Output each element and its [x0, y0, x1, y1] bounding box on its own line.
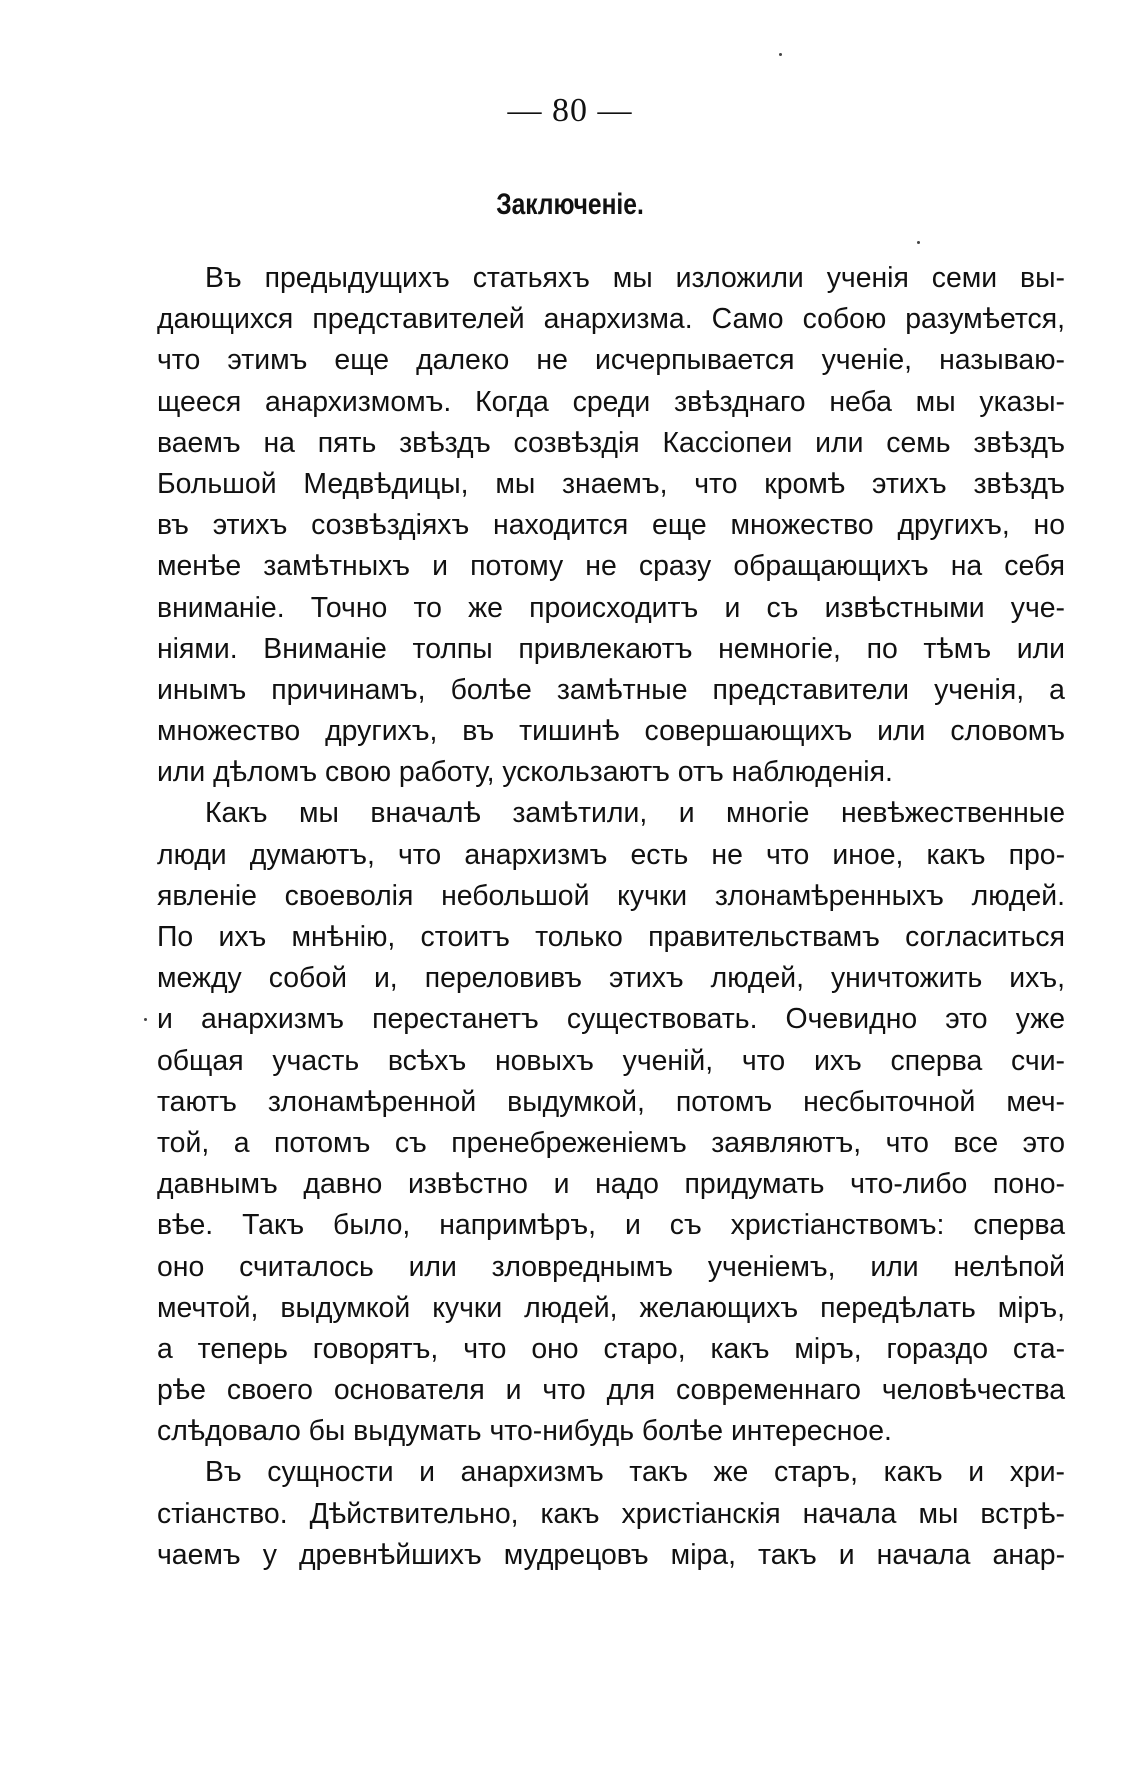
text-line: вниманіе. Точно то же происходитъ и съ извѣстными уче-	[157, 591, 1066, 624]
text-line: Въ предыдущихъ статьяхъ мы изложили ученія семи вы-	[205, 262, 1065, 294]
text-line: ніями. Вниманіе толпы привлекаютъ немногіе, по тѣмъ или	[157, 632, 1066, 665]
text-line: люди думаютъ, что анархизмъ есть не что иное, какъ про-	[157, 838, 1066, 871]
page-number: — 80 —	[507, 92, 633, 129]
text-line: а теперь говорятъ, что оно старо, какъ міръ, гораздо ста-	[157, 1332, 1066, 1365]
text-line: чаемъ у древнѣйшихъ мудрецовъ міра, такъ и начала анар-	[157, 1538, 1066, 1571]
paragraph-2	[157, 793, 1065, 1452]
text-line: общая участь всѣхъ новыхъ ученій, что ихъ сперва счи-	[157, 1044, 1066, 1077]
text-line: явленіе своеволія небольшой кучки злонамѣренныхъ людей.	[157, 879, 1065, 912]
paragraph-1	[157, 258, 1065, 793]
text-line: оно считалось или зловреднымъ ученіемъ, или нелѣпой	[157, 1250, 1065, 1283]
body-text	[157, 258, 1065, 1576]
text-line: По ихъ мнѣнію, стоитъ только правительствамъ согласиться	[157, 921, 1065, 953]
paper-speck	[917, 241, 920, 244]
text-line: стіанство. Дѣйствительно, какъ христіанскія начала мы встрѣ-	[157, 1497, 1066, 1530]
text-line: между собой и, переловивъ этихъ людей, уничтожить ихъ,	[157, 962, 1065, 995]
text-line: давнымъ давно извѣстно и надо придумать что-либо поно-	[157, 1168, 1066, 1201]
text-line: множество другихъ, въ тишинѣ совершающихъ или словомъ	[157, 715, 1066, 748]
text-line: слѣдовало бы выдумать что-нибудь болѣе интересное.	[157, 1415, 892, 1448]
text-line: или дѣломъ свою работу, ускользаютъ отъ наблюденія.	[157, 756, 893, 789]
text-line: вѣе. Такъ было, напримѣръ, и съ христіанствомъ: сперва	[157, 1209, 1066, 1242]
text-line: Въ сущности и анархизмъ такъ же старъ, какъ и хри-	[205, 1456, 1066, 1489]
paper-speck	[144, 1018, 147, 1021]
text-line: и анархизмъ перестанетъ существовать. Очевидно это уже	[157, 1003, 1065, 1036]
text-line: щееся анархизмомъ. Когда среди звѣзднаго неба мы указы-	[157, 385, 1066, 418]
text-line: что этимъ еще далеко не исчерпывается ученіе, называю-	[157, 344, 1065, 377]
text-line: дающихся представителей анархизма. Само собою разумѣется,	[157, 303, 1065, 336]
text-line: Какъ мы вначалѣ замѣтили, и многіе невѣжественные	[205, 797, 1065, 830]
text-line: той, а потомъ съ пренебреженіемъ заявляютъ, что все это	[157, 1126, 1066, 1159]
text-line: таютъ злонамѣренной выдумкой, потомъ несбыточной меч-	[157, 1085, 1065, 1118]
text-line: въ этихъ созвѣздіяхъ находится еще множество другихъ, но	[157, 509, 1066, 542]
text-line: менѣе замѣтныхъ и потому не сразу обращающихъ на себя	[157, 550, 1065, 583]
paper-speck	[779, 53, 782, 56]
paragraph-3	[157, 1452, 1065, 1576]
text-line: Большой Медвѣдицы, мы знаемъ, что кромѣ этихъ звѣздъ	[157, 467, 1066, 500]
chapter-heading: Заключеніе.	[496, 188, 644, 221]
text-line: ваемъ на пять звѣздъ созвѣздія Кассіопеи или семь звѣздъ	[157, 426, 1066, 459]
text-line: инымъ причинамъ, болѣе замѣтные представители ученія, а	[157, 673, 1065, 706]
text-line: рѣе своего основателя и что для современнаго человѣчества	[157, 1374, 1066, 1407]
text-line: мечтой, выдумкой кучки людей, желающихъ передѣлать міръ,	[157, 1291, 1065, 1324]
